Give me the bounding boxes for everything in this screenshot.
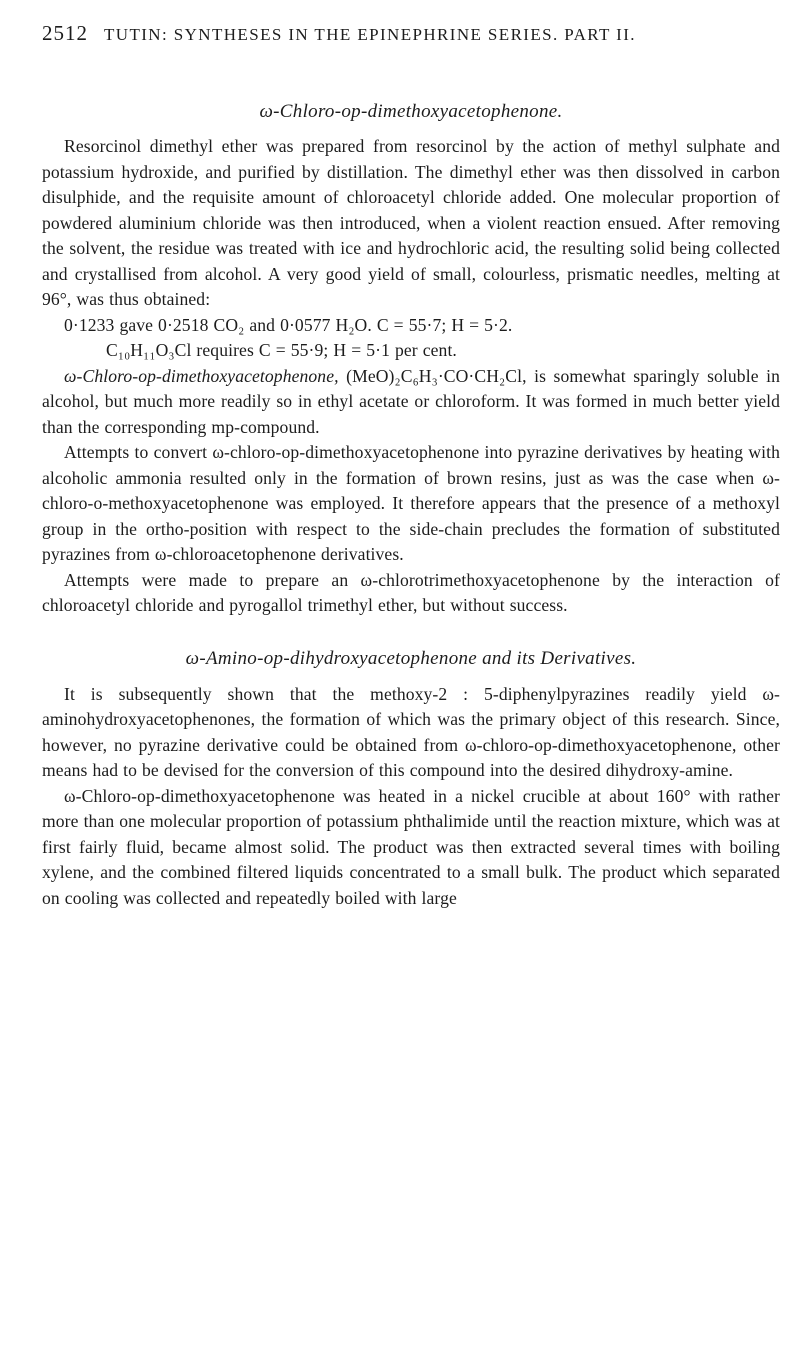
- paragraph-properties-text: (MeO)₂C₆H₃·CO·CH₂Cl, is somewhat sparingly soluble in alcohol, but much more readily so in ethyl acetate or chloroform. It was formed in much better yield than the corresponding mp-compound.: [42, 365, 780, 437]
- section-heading-chloro: ω-Chloro-op-dimethoxyacetophenone.: [259, 101, 563, 122]
- page-number: 2512: [42, 21, 88, 45]
- paragraph-trimethoxy-attempts: Attempts were made to prepare an ω-chlorotrimethoxyacetophenone by the interaction of chloroacetyl chloride and pyrogallol trimethyl ether, but without success.: [42, 569, 780, 615]
- paragraph-phthalimide: ω-Chloro-op-dimethoxyacetophenone was heated in a nickel crucible at about 160° with rather more than one molecular proportion of potassium phthalimide until the reaction mixture, which was at first fairly fluid, became almost solid. The product was then extracted several times with boiling xylene, and the combined filtered liquids concentrated to a small bulk. The product which separated on cooling was collected and repeatedly boiled with large: [42, 785, 780, 908]
- analysis-found-line: 0·1233 gave 0·2518 CO₂ and 0·0577 H₂O. C = 55·7; H = 5·2.: [64, 314, 513, 335]
- running-head: [42, 20, 780, 46]
- paragraph-pyrazine-attempts: Attempts to convert ω-chloro-op-dimethoxyacetophenone into pyrazine derivatives by heating with alcoholic ammonia resulted only in the formation of brown resins, just as was the case when ω-chloro-o-methoxyacetophenone was employed. It therefore appears that the presence of a methoxyl group in the ortho-position with respect to the side-chain precludes the formation of substituted pyrazines from ω-chloroacetophenone derivatives.: [42, 442, 780, 564]
- analysis-required-line: C₁₀H₁₁O₃Cl requires C = 55·9; H = 5·1 per cent.: [106, 340, 457, 360]
- section-heading-amino: ω-Amino-op-dihydroxyacetophenone and its Derivatives.: [185, 647, 637, 669]
- paragraph-intro-amino: It is subsequently shown that the methoxy-2 : 5-diphenylpyrazines readily yield ω-aminohydroxyacetophenones, the formation of which was the primary object of this research. Since, however, no pyrazine derivative could be obtained from ω-chloro-op-dimethoxyacetophenone, other means had to be devised for the conversion of this compound into the desired dihydroxy-amine.: [42, 683, 780, 780]
- compound-name: ω-Chloro-op-dimethoxyacetophenone,: [64, 365, 339, 386]
- running-title: TUTIN: SYNTHESES IN THE EPINEPHRINE SERIES. PART II.: [104, 25, 636, 44]
- paragraph-preparation: Resorcinol dimethyl ether was prepared from resorcinol by the action of methyl sulphate and potassium hydroxide, and purified by distillation. The dimethyl ether was then dissolved in carbon disulphide, and the requisite amount of chloroacetyl chloride added. One molecular proportion of powdered aluminium chloride was then introduced, when a violent reaction ensued. After removing the solvent, the residue was treated with ice and hydrochloric acid, the resulting solid being collected and crystallised from alcohol. A very good yield of small, colourless, prismatic needles, melting at 96°, was thus obtained:: [42, 136, 780, 309]
- paragraph-properties: [42, 364, 780, 441]
